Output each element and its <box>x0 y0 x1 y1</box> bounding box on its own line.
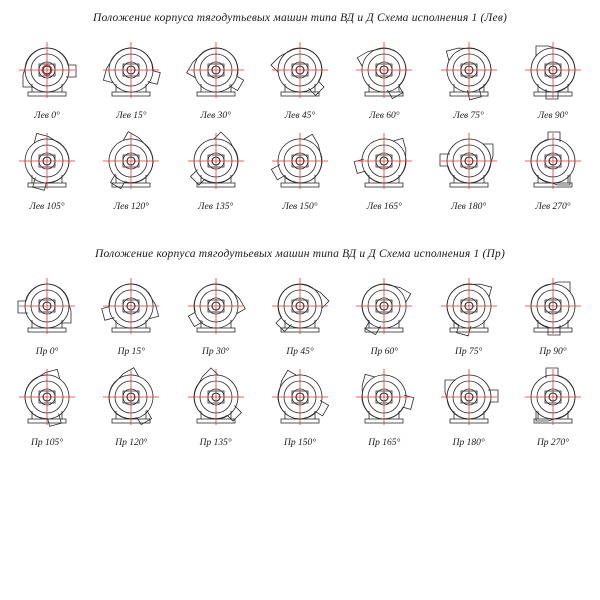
figure-label: Пр 135° <box>199 438 232 448</box>
figure-label: Пр 45° <box>286 347 314 357</box>
figure-row <box>0 129 600 212</box>
figure-cell[interactable] <box>259 365 341 448</box>
figure-cell[interactable] <box>90 274 172 357</box>
figure-label: Лев 15° <box>116 111 147 121</box>
fan-housing-diagram <box>90 365 172 437</box>
figure-cell[interactable] <box>428 38 510 121</box>
section-right-scheme <box>0 248 600 448</box>
fan-housing-diagram <box>428 129 510 201</box>
figure-label: Лев 135° <box>198 202 234 212</box>
figure-label: Пр 105° <box>30 438 64 448</box>
figure-label: Пр 120° <box>115 438 148 448</box>
figure-cell[interactable] <box>512 274 594 357</box>
figure-label: Лев 120° <box>113 202 149 212</box>
figure-cell[interactable] <box>6 365 88 448</box>
figure-row <box>0 38 600 121</box>
figure-label: Пр 75° <box>454 347 483 357</box>
fan-housing-diagram <box>90 274 172 346</box>
fan-housing-diagram <box>6 274 88 346</box>
fan-housing-diagram <box>512 274 594 346</box>
figure-cell[interactable] <box>343 365 425 448</box>
fan-housing-diagram <box>512 38 594 110</box>
figure-cell[interactable] <box>6 38 88 121</box>
figure-label: Лев 0° <box>34 111 60 121</box>
fan-housing-diagram <box>343 274 425 346</box>
figure-label: Пр 150° <box>283 438 316 448</box>
fan-housing-diagram <box>428 274 510 346</box>
figure-label: Пр 165° <box>368 438 401 448</box>
fan-housing-diagram <box>428 38 510 110</box>
section-title: Положение корпуса тягодутьевых машин типа ВД и Д Схема исполнения 1 (Лев) <box>92 12 508 24</box>
figure-cell[interactable] <box>6 129 88 212</box>
fan-housing-diagram <box>343 129 425 201</box>
fan-housing-diagram <box>6 38 88 110</box>
figure-label: Лев 30° <box>200 111 231 121</box>
fan-housing-diagram <box>175 274 257 346</box>
figure-cell[interactable] <box>343 38 425 121</box>
figure-label: Лев 180° <box>451 202 487 212</box>
fan-housing-diagram <box>175 129 257 201</box>
figure-row <box>0 274 600 357</box>
figure-cell[interactable] <box>90 365 172 448</box>
figure-cell[interactable] <box>90 38 172 121</box>
figure-cell[interactable] <box>343 274 425 357</box>
figure-label: Лев 105° <box>29 202 65 212</box>
fan-housing-diagram <box>90 129 172 201</box>
figure-cell[interactable] <box>259 38 341 121</box>
section-gap <box>0 212 600 248</box>
figure-label: Лев 45° <box>284 111 316 121</box>
figure-cell[interactable] <box>343 129 425 212</box>
figure-label: Пр 90° <box>539 347 567 357</box>
figure-label: Пр 180° <box>452 438 485 448</box>
figure-cell[interactable] <box>175 365 257 448</box>
figure-cell[interactable] <box>90 129 172 212</box>
figure-label: Пр 270° <box>536 438 569 448</box>
fan-housing-diagram <box>259 129 341 201</box>
figure-cell[interactable] <box>512 38 594 121</box>
fan-housing-diagram <box>259 365 341 437</box>
figure-cell[interactable] <box>428 274 510 357</box>
figure-cell[interactable] <box>6 274 88 357</box>
figure-cell[interactable] <box>428 365 510 448</box>
section-left-scheme <box>0 0 600 212</box>
figure-cell[interactable] <box>259 129 341 212</box>
figure-cell[interactable] <box>259 274 341 357</box>
figure-row <box>0 365 600 448</box>
figure-label: Пр 15° <box>117 347 145 357</box>
figure-cell[interactable] <box>428 129 510 212</box>
figure-label: Пр 30° <box>202 347 230 357</box>
figure-label: Пр 0° <box>35 347 59 357</box>
fan-housing-diagram <box>343 365 425 437</box>
fan-housing-diagram <box>259 274 341 346</box>
fan-housing-diagram <box>428 365 510 437</box>
fan-housing-diagram <box>90 38 172 110</box>
figure-cell[interactable] <box>175 274 257 357</box>
figure-label: Лев 270° <box>535 202 571 212</box>
figure-label: Лев 75° <box>453 111 484 121</box>
fan-housing-diagram <box>512 365 594 437</box>
figure-label: Пр 60° <box>370 347 398 357</box>
fan-svg <box>6 38 88 110</box>
figure-label: Лев 60° <box>369 111 400 121</box>
figure-label: Лев 150° <box>282 202 318 212</box>
fan-housing-diagram <box>175 365 257 437</box>
section-title: Положение корпуса тягодутьевых машин типа ВД и Д Схема исполнения 1 (Пр) <box>94 248 506 260</box>
fan-housing-diagram <box>512 129 594 201</box>
figure-cell[interactable] <box>512 365 594 448</box>
fan-housing-diagram <box>343 38 425 110</box>
fan-housing-diagram <box>6 365 88 437</box>
figure-label: Лев 90° <box>537 111 569 121</box>
fan-housing-diagram <box>175 38 257 110</box>
figure-cell[interactable] <box>512 129 594 212</box>
figure-cell[interactable] <box>175 38 257 121</box>
figure-cell[interactable] <box>175 129 257 212</box>
fan-housing-diagram <box>259 38 341 110</box>
figure-label: Лев 165° <box>366 202 402 212</box>
fan-housing-diagram <box>6 129 88 201</box>
